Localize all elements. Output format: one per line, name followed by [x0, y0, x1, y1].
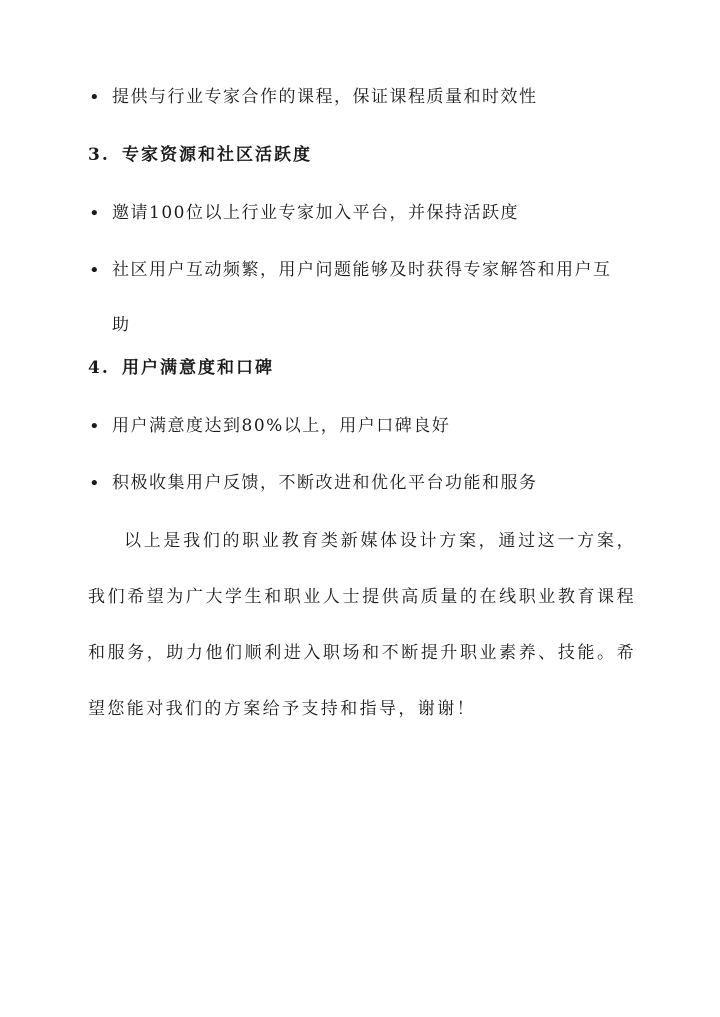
list-item-text: 积极收集用户反馈，不断改进和优化平台功能和服务: [112, 473, 538, 493]
list-item: [89, 70, 632, 125]
bullet-icon: •: [89, 87, 102, 108]
section-number: 3.: [88, 145, 110, 165]
section-title: 专家资源和社区活跃度: [122, 145, 312, 165]
list-item: [89, 456, 632, 511]
list-item-text: 邀请100位以上行业专家加入平台，并保持活跃度: [112, 203, 519, 223]
section-number: 4.: [88, 358, 110, 378]
bullet-icon: •: [89, 473, 102, 494]
list-item: [89, 186, 632, 241]
section-heading: [88, 341, 274, 396]
bullet-icon: •: [89, 260, 102, 281]
list-item: [89, 243, 612, 353]
section-title: 用户满意度和口碑: [122, 358, 274, 378]
conclusion-paragraph: 以上是我们的职业教育类新媒体设计方案，通过这一方案，我们希望为广大学生和职业人士提供高质量的在线职业教育课程和服务，助力他们顺利进入职场和不断提升职业素养、技能。希望您能对我们的方案给予支持和指导，谢谢！: [88, 531, 636, 719]
list-item-text: 提供与行业专家合作的课程，保证课程质量和时效性: [112, 87, 538, 107]
bullet-icon: •: [89, 203, 102, 224]
list-item-text: 用户满意度达到80%以上，用户口碑良好: [112, 416, 451, 436]
bullet-icon: •: [89, 416, 102, 437]
list-item-text: 社区用户互动频繁，用户问题能够及时获得专家解答和用户互助: [112, 260, 612, 335]
section-heading: [88, 128, 312, 183]
list-item: [89, 399, 632, 454]
